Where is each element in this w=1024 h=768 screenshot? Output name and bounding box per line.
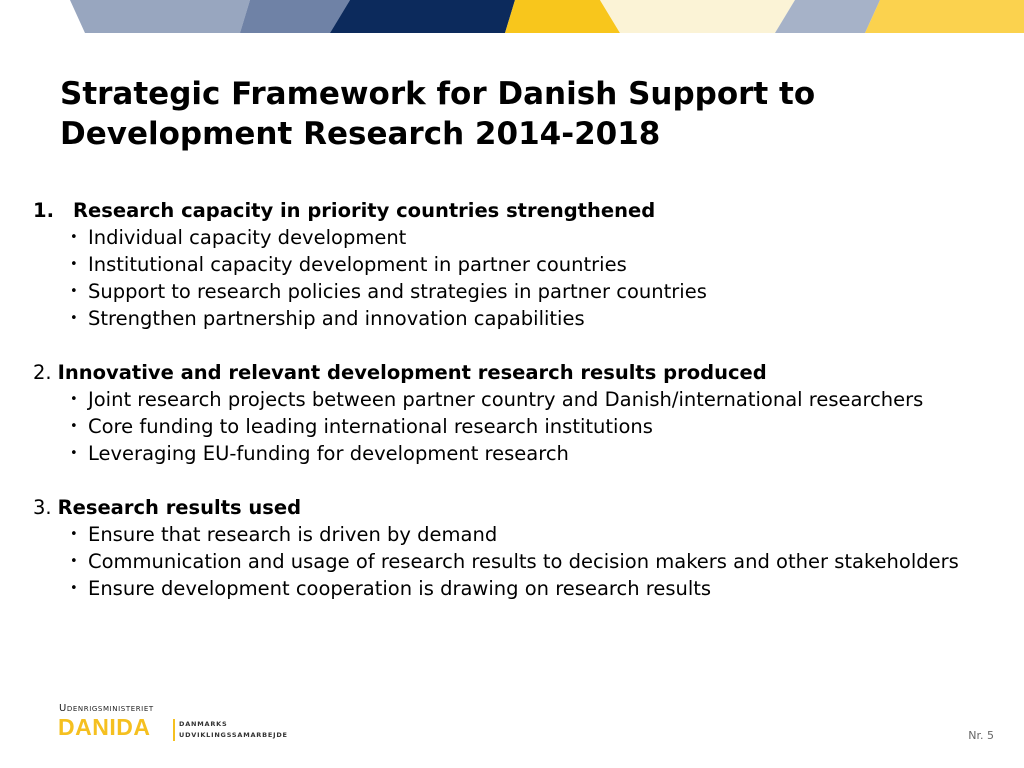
bullet-item: • Ensure that research is driven by demand: [33, 521, 988, 548]
section-3: [33, 494, 993, 602]
header-banner-graphic: [0, 0, 1024, 33]
section-1: [33, 197, 993, 332]
bullet-item: • Leveraging EU-funding for development research: [33, 440, 988, 467]
section-title: Research capacity in priority countries strengthened: [73, 199, 656, 222]
bullet-item: • Communication and usage of research results to decision makers and other stakeholders: [33, 548, 988, 575]
bullet-item: • Core funding to leading international research institutions: [33, 413, 988, 440]
bullet-item: • Joint research projects between partner country and Danish/international researchers: [33, 386, 988, 413]
slide-content: [33, 197, 993, 602]
section-2: [33, 359, 993, 467]
bullet-list: [33, 386, 993, 467]
bullet-item: • Strengthen partnership and innovation capabilities: [33, 305, 988, 332]
section-number: 1.: [33, 199, 54, 222]
section-heading: [33, 494, 993, 521]
page-number: Nr. 5: [968, 729, 994, 742]
section-number: 2.: [33, 361, 52, 384]
section-heading: [33, 359, 993, 386]
section-title: Innovative and relevant development research results produced: [57, 361, 767, 384]
ministry-label: Udenrigsministeriet: [59, 703, 154, 714]
danida-wordmark: DANIDA: [58, 714, 151, 740]
bullet-item: • Individual capacity development: [33, 224, 988, 251]
section-number: 3.: [33, 496, 52, 519]
slide-title: Strategic Framework for Danish Support to Development Research 2014-2018: [60, 76, 816, 152]
bullet-list: [33, 521, 993, 602]
bullet-item: • Support to research policies and strategies in partner countries: [33, 278, 988, 305]
header-banner: [0, 0, 1024, 33]
bullet-item: • Institutional capacity development in partner countries: [33, 251, 988, 278]
brand-line-2: UDVIKLINGSSAMARBEJDE: [179, 731, 288, 739]
section-heading: [33, 197, 993, 224]
brand-line-1: DANMARKS: [179, 720, 228, 728]
danida-logo: [58, 703, 298, 743]
bullet-item: • Ensure development cooperation is drawing on research results: [33, 575, 988, 602]
bullet-list: [33, 224, 993, 332]
section-title: Research results used: [57, 496, 302, 519]
logo-divider: [173, 719, 175, 741]
